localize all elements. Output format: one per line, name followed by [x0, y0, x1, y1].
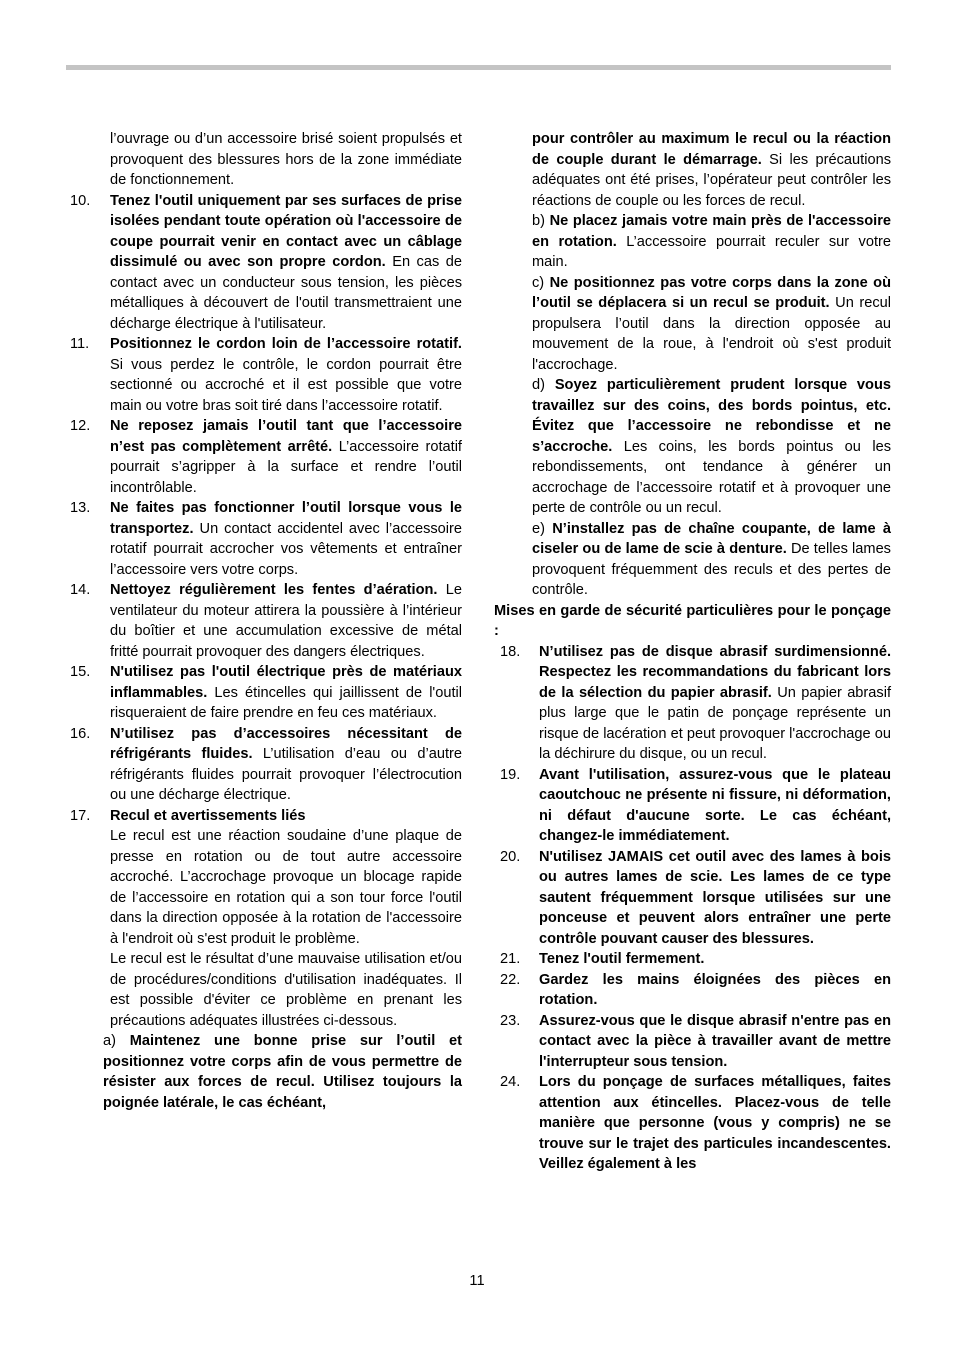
- sub-item-e: [494, 519, 891, 601]
- sub-item-label: e): [532, 520, 545, 537]
- list-item-18: [494, 642, 891, 765]
- item-bold: Avant l'utilisation, assurez-vous que le plateau caoutchouc ne présente ni fissure, ni déformation, ni défaut d'aucune sorte. Le cas échéant, changez-le immédiatement.: [539, 766, 891, 844]
- kickback-paragraph-1: Le recul est une réaction soudaine d’une plaque de presse en rotation ou de tout autre accessoire accroché. L’accrochage provoque un blocage rapide de l’accessoire en rotation qui a son tour force l'outil dans la direction opposée à la rotation de l'accessoire à l'endroit où s'est produit le problème.: [110, 828, 462, 947]
- item-bold: Ne reposez jamais l’outil tant que l’accessoire n’est pas complètement arrêté.: [110, 418, 462, 455]
- sub-item-a-continued: [494, 129, 891, 211]
- list-item-15: [66, 662, 462, 724]
- list-item-14: [66, 580, 462, 662]
- sub-item-bold: Soyez particulièrement prudent lorsque vous travaillez sur des coins, des bords pointus, etc. Évitez que l’accessoire ne rebondisse et ne s’accroche.: [532, 377, 891, 455]
- item-bold: N'utilisez pas l'outil électrique près de matériaux inflammables.: [110, 664, 462, 701]
- list-item-24: [494, 1072, 891, 1175]
- item-bold: N'utilisez JAMAIS cet outil avec des lames à bois ou autres lames de scie. Les lames de ce type sautent fréquemment lorsque utilisées sur une ponceuse et peuvent alors entraîner une perte contrôle pouvant causer des blessures.: [539, 848, 891, 947]
- list-item-21: [494, 949, 891, 970]
- item-number: 12.: [70, 418, 91, 434]
- sub-item-bold: N’installez pas de chaîne coupante, de lame à ciseler ou de lame de scie à denture.: [532, 520, 891, 557]
- left-column: [66, 129, 462, 1113]
- item-bold: Ne faites pas fonctionner l’outil lorsque vous le transportez.: [110, 500, 462, 537]
- item-text: L’accessoire rotatif pourrait s’agripper à la surface et rendre l’outil incontrôlable.: [110, 438, 462, 496]
- sub-item-d: [494, 375, 891, 519]
- sub-item-bold: Ne positionnez pas votre corps dans la zone où l’outil se déplacera si un recul se produit.: [532, 274, 891, 311]
- sub-item-text: Si les précautions adéquates ont été prises, l’opérateur peut contrôler les réactions de couple ou les forces de recul.: [532, 151, 891, 209]
- sub-item-c: [494, 273, 891, 376]
- item-text: Les étincelles qui jaillissent de l'outil risqueraient de faire prendre en feu ces matériaux.: [110, 684, 462, 721]
- sub-item-b: [494, 211, 891, 273]
- item-bold: Tenez l'outil fermement.: [539, 951, 705, 967]
- sub-item-text: De telles lames provoquent fréquemment des reculs et des pertes de contrôle.: [532, 541, 891, 598]
- list-item-20: [494, 847, 891, 950]
- list-item-13: [66, 498, 462, 580]
- item-bold: Assurez-vous que le disque abrasif n'entre pas en contact avec la pièce à travailler avant de mettre l'interrupteur sous tension.: [539, 1012, 891, 1070]
- item-number: 14.: [70, 582, 91, 598]
- item-bold: Gardez les mains éloignées des pièces en rotation.: [539, 971, 891, 1008]
- item-number: 21.: [500, 951, 521, 967]
- item-number: 20.: [500, 848, 521, 865]
- list-item-17: [66, 806, 462, 1032]
- item-number: 10.: [70, 192, 91, 209]
- continued-paragraph: l’ouvrage ou d’un accessoire brisé soient propulsés et provoquent des blessures hors de la zone immédiate de fonctionnement.: [110, 131, 462, 188]
- item-text: Un contact accidentel avec l’accessoire rotatif pourrait accrocher vos vêtements et entraîner l’accessoire vers votre corps.: [110, 520, 462, 578]
- sub-item-bold: Maintenez une bonne prise sur l’outil et positionnez votre corps afin de vous permettre de résister aux forces de recul. Utilisez toujours la poignée latérale, le cas échéant,: [103, 1033, 462, 1111]
- kickback-paragraph-2: Le recul est le résultat d’une mauvaise utilisation et/ou de procédures/conditions d'utilisation inadéquates. Il est possible d'éviter ce problème en prenant les précautions adéquates illustrées ci-dessous.: [110, 951, 462, 1029]
- sub-item-bold: pour contrôler au maximum le recul ou la réaction de couple durant le démarrage.: [532, 131, 891, 168]
- item-bold: Nettoyez régulièrement les fentes d’aération.: [110, 582, 438, 598]
- item-number: 13.: [70, 500, 91, 516]
- list-item-10: [66, 191, 462, 335]
- item-number: 16.: [70, 725, 91, 742]
- sub-item-a: [66, 1031, 462, 1113]
- item-text: En cas de contact avec un conducteur sous tension, les pièces métalliques à découvert de l'outil transmettraient une décharge électrique à l'utilisateur.: [110, 254, 462, 332]
- item-bold: N’utilisez pas d’accessoires nécessitant de réfrigérants fluides.: [110, 725, 462, 762]
- list-item-23: [494, 1011, 891, 1073]
- item-number: 23.: [500, 1012, 521, 1029]
- item-bold: N’utilisez pas de disque abrasif surdimensionné. Respectez les recommandations du fabricant lors de la sélection du papier abrasif.: [539, 643, 891, 701]
- section-heading: Mises en garde de sécurité particulières pour le ponçage :: [494, 602, 891, 639]
- item-bold: Positionnez le cordon loin de l’accessoire rotatif.: [110, 336, 462, 352]
- sub-item-label: d): [532, 377, 545, 393]
- item-number: 22.: [500, 971, 521, 988]
- list-item-11: [66, 334, 462, 416]
- item-text: L’utilisation d’eau ou d’autre réfrigérants fluides pourrait provoquer l’électrocution ou une décharge électrique.: [110, 746, 462, 803]
- item-number: 15.: [70, 664, 91, 680]
- item-number: 19.: [500, 766, 521, 783]
- sub-item-label: b): [532, 213, 545, 229]
- right-column: [494, 129, 891, 1175]
- item-bold: Lors du ponçage de surfaces métalliques, faites attention aux étincelles. Placez-vous de telle manière que personne (vous y compris) ne se trouve sur le trajet des particules incandescentes. Veillez également à les: [539, 1074, 891, 1172]
- page-number: 11: [469, 1273, 485, 1289]
- item-bold: Tenez l'outil uniquement par ses surfaces de prise isolées pendant toute opération où l'accessoire de coupe pourrait venir en contact avec un câblage dissimulé ou avec son propre cordon.: [110, 192, 462, 270]
- item-number: 11.: [70, 336, 90, 352]
- item-bold: Recul et avertissements liés: [110, 807, 306, 824]
- item-text: Le ventilateur du moteur attirera la poussière à l’intérieur du boîtier et une accumulation excessive de métal fritté pourrait provoquer des dangers électriques.: [110, 582, 462, 660]
- list-item-16: [66, 724, 462, 806]
- list-item-22: [494, 970, 891, 1011]
- header-rule: [66, 65, 891, 70]
- item-text: Un papier abrasif plus large que le patin de ponçage représente un risque de lacération et peut provoquer l'accrochage ou la déchirure du disque, ou un recul.: [539, 684, 891, 762]
- sub-item-text: Les coins, les bords pointus ou les rebondissements, ont tendance à générer un accrochage de l’accessoire rotatif et à provoquer une perte de contrôle ou un recul.: [532, 438, 891, 516]
- list-item-19: [494, 765, 891, 847]
- sub-item-bold: Ne placez jamais votre main près de l'accessoire en rotation.: [532, 213, 891, 250]
- sub-item-label: c): [532, 274, 545, 291]
- item-number: 24.: [500, 1074, 521, 1090]
- list-item-12: [66, 416, 462, 498]
- item-number: 17.: [70, 807, 91, 824]
- sub-item-label: a): [103, 1033, 116, 1049]
- item-number: 18.: [500, 643, 521, 660]
- sub-item-text: L’accessoire pourrait reculer sur votre main.: [532, 233, 891, 270]
- sub-item-text: Un recul propulsera l’outil dans la direction opposée au mouvement de la roue, à l'endroit où s'est produit l'accrochage.: [532, 295, 891, 373]
- item-text: Si vous perdez le contrôle, le cordon pourrait être sectionné ou accroché et il est possible que votre main ou votre bras soit tiré dans l’accessoire rotatif.: [110, 356, 462, 414]
